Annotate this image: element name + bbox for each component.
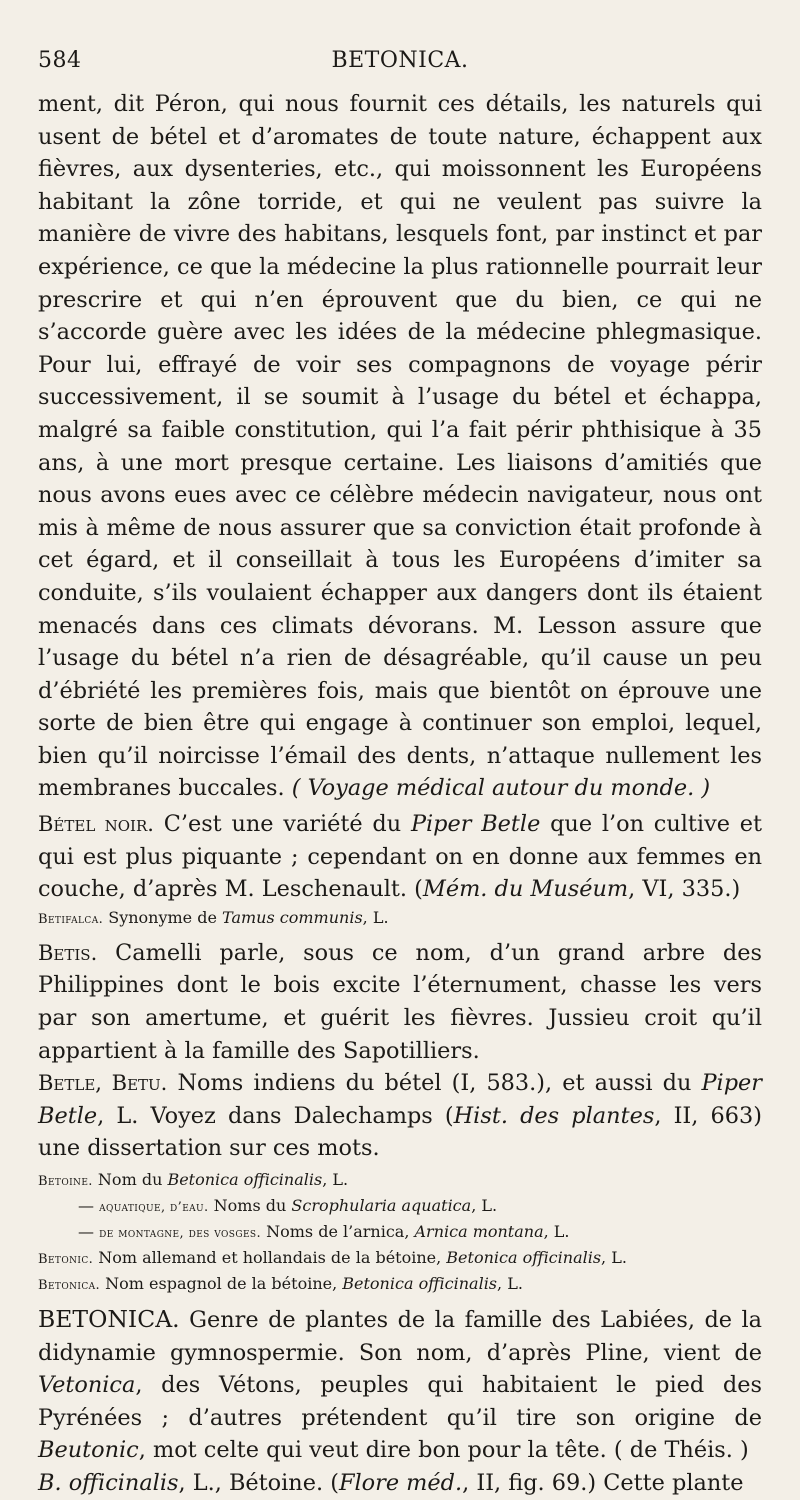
entry-head: Betle, Betu. [38, 1071, 168, 1096]
paragraph-text: ment, dit Péron, qui nous fournit ces détails, les naturels qui usent de bétel et d’aromates de toute nature, échappent aux fièvres, aux dysenteries, etc., qui moissonnent les Européens habitant la zône torride, et qui ne veulent pas suivre la manière de vivre des habitans, lesquels font, par instinct et par expérience, ce que la médecine la plus rationnelle pourrait leur prescrire et qui n’en éprouvent que du bien, ce qui ne s’accorde guère avec les idées de la médecine phlegmasique. Pour lui, effrayé de voir ses compagnons de voyage périr successivement, il se soumit à l’usage du bétel et échappa, malgré sa faible constitution, qui l’a fait périr phthisique à 35 ans, à une mort presque certaine. Les liaisons d’amitiés que nous avons eues avec ce célèbre médecin navigateur, nous ont mis à même de nous assurer que sa conviction était profonde à cet égard, et il conseillait à tous les Européens d’imiter sa conduite, s’ils voulaient échapper aux dangers dont ils étaient menacés dans ces climats dévorans. M. Lesson assure que l’usage du bétel n’a rien de désagréable, qu’il cause un peu d’ébriété les premières fois, mais que bientôt on éprouve une sorte de bien être qui engage à continuer son emploi, lequel, bien qu’il noircisse l’émail des dents, n’attaque nullement les membranes buccales. [38, 91, 762, 802]
entry-betis: Betis. Camelli parle, sous ce nom, d’un grand arbre des Philippines dont le bois excite l’éternument, chasse les vers par son amertume, et guérit les fièvres. Jussieu croit qu’il appartient à la famille des Sapotilliers. [38, 939, 762, 1064]
entry-betoine-montagne: — de montagne, des vosges. Noms de l’arnica, Arnica montana, L. [78, 1222, 570, 1241]
entry-head: aquatique, d’eau. [99, 1200, 209, 1215]
entry-betoine-aquatique: — aquatique, d’eau. Noms du Scrophularia aquatica, L. [78, 1196, 498, 1215]
entry-head: Bétel noir. [38, 812, 154, 837]
entry-betifalca: Betifalca. Synonyme de Tamus communis, L. [38, 907, 389, 927]
entry-head: de montagne, des vosges. [99, 1226, 262, 1241]
entry-head: Betoine. [38, 1174, 93, 1189]
running-title: BETONICA. [331, 48, 469, 73]
entry-betonic: Betonic. Nom allemand et hollandais de la bétoine, Betonica officinalis, L. [38, 1248, 627, 1267]
entry-betonica-genus: BETONICA. Genre de plantes de la famille des Labiées, de la didynamie gymnospermie. Son nom, d’après Pline, vient de Vetonica, des Vétons, peuples qui habitaient le pied des Pyrénées ; d’autres prétendent qu’il tire son origine de Beutonic, mot celte qui veut dire bon pour la tête. ( de Théis. ) [38, 1305, 762, 1464]
entry-head: Betonic. [38, 1252, 94, 1267]
running-head [38, 48, 762, 88]
ditto-dash: — [78, 1196, 94, 1215]
page-number: 584 [38, 48, 82, 73]
entry-head: Betifalca. [38, 911, 104, 927]
species-name: B. officinalis [38, 1469, 179, 1496]
entry-betoine: Betoine. Nom du Betonica officinalis, L. [38, 1170, 349, 1189]
entry-betle: Betle, Betu. Noms indiens du bétel (I, 583.), et aussi du Piper Betle, L. Voyez dans Dalechamps (Hist. des plantes, II, 663) une dissertation sur ces mots. [38, 1070, 763, 1162]
entry-betel-noir: Bétel noir. C’est une variété du Piper Betle que l’on cultive et qui est plus piquante ; cependant on en donne aux femmes en couche, d’après M. Leschenault. (Mém. du Muséum, VI, 335.) [38, 811, 762, 903]
ditto-dash: — [78, 1222, 94, 1241]
genus-heading: BETONICA. [38, 1305, 180, 1333]
entry-head: Betis. [38, 940, 98, 965]
entry-betonica-espagnol: Betonica. Nom espagnol de la bétoine, Betonica officinalis, L. [38, 1274, 523, 1293]
entry-head: Betonica. [38, 1278, 101, 1293]
paragraph-betel-continuation [38, 88, 762, 805]
entry-betonica-officinalis: B. officinalis, L., Bétoine. (Flore méd., II, fig. 69.) Cette plante [38, 1469, 744, 1496]
reference-voyage-medical: ( Voyage médical autour du monde. ) [291, 775, 711, 802]
